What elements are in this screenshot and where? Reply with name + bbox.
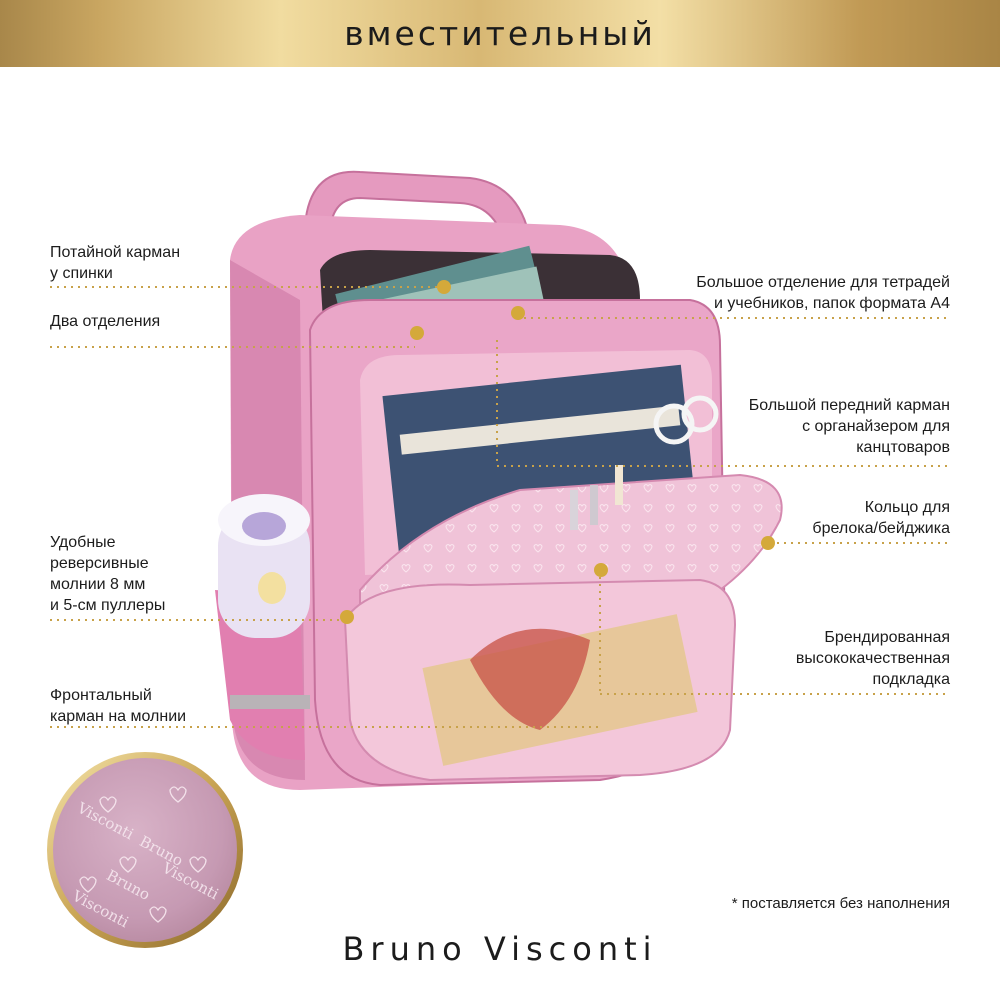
callout-two-compartments bbox=[50, 311, 160, 332]
swatch-text-2: Bruno bbox=[136, 832, 187, 870]
footnote: * поставляется без наполнения bbox=[731, 895, 950, 912]
swatch-text-4: Bruno bbox=[103, 866, 154, 904]
swatch-text-3: Visconti bbox=[159, 858, 222, 904]
callout-front-organizer bbox=[749, 395, 950, 458]
callout-front-organizer-line-2: с органайзером для bbox=[802, 418, 950, 435]
callout-key-ring-line-2: брелока/бейджика bbox=[812, 520, 950, 537]
callout-zippers-line-2: реверсивные bbox=[50, 555, 149, 572]
callout-zippers bbox=[50, 532, 165, 616]
swatch-text-5: Visconti bbox=[69, 886, 132, 932]
callout-front-pocket bbox=[50, 685, 186, 727]
callout-key-ring-line-1: Кольцо для bbox=[864, 499, 950, 516]
callout-lining-line-1: Брендированная bbox=[824, 629, 950, 646]
backpack bbox=[215, 172, 782, 790]
callout-lining-line-2: высококачественная bbox=[795, 650, 950, 667]
callout-key-ring bbox=[812, 497, 950, 539]
callout-hidden-pocket-line-2: у спинки bbox=[50, 265, 113, 282]
callout-two-compartments-line-1: Два отделения bbox=[50, 313, 161, 330]
callout-front-organizer-line-1: Большой передний карман bbox=[748, 397, 950, 414]
callout-lining bbox=[796, 627, 950, 690]
swatch-text-1: Visconti bbox=[74, 798, 137, 844]
callout-zippers-line-4: и 5-см пуллеры bbox=[50, 597, 166, 614]
callout-front-pocket-line-1: Фронтальный bbox=[50, 687, 152, 704]
callout-zippers-line-1: Удобные bbox=[50, 534, 116, 551]
callout-hidden-pocket-line-1: Потайной карман bbox=[50, 244, 181, 261]
banner-title: вместительный bbox=[344, 14, 656, 53]
callout-front-pocket-line-2: карман на молнии bbox=[50, 708, 187, 725]
callout-main-compartment-line-2: и учебников, папок формата А4 bbox=[714, 295, 950, 312]
callout-hidden-pocket bbox=[50, 242, 180, 284]
brand-logo: Bruno Visconti bbox=[342, 930, 658, 968]
callout-lining-line-3: подкладка bbox=[872, 671, 950, 688]
callout-main-compartment bbox=[696, 272, 950, 314]
callout-main-compartment-line-1: Большое отделение для тетрадей bbox=[696, 274, 950, 291]
callout-front-organizer-line-3: канцтоваров bbox=[856, 439, 950, 456]
callout-zippers-line-3: молнии 8 мм bbox=[50, 576, 146, 593]
